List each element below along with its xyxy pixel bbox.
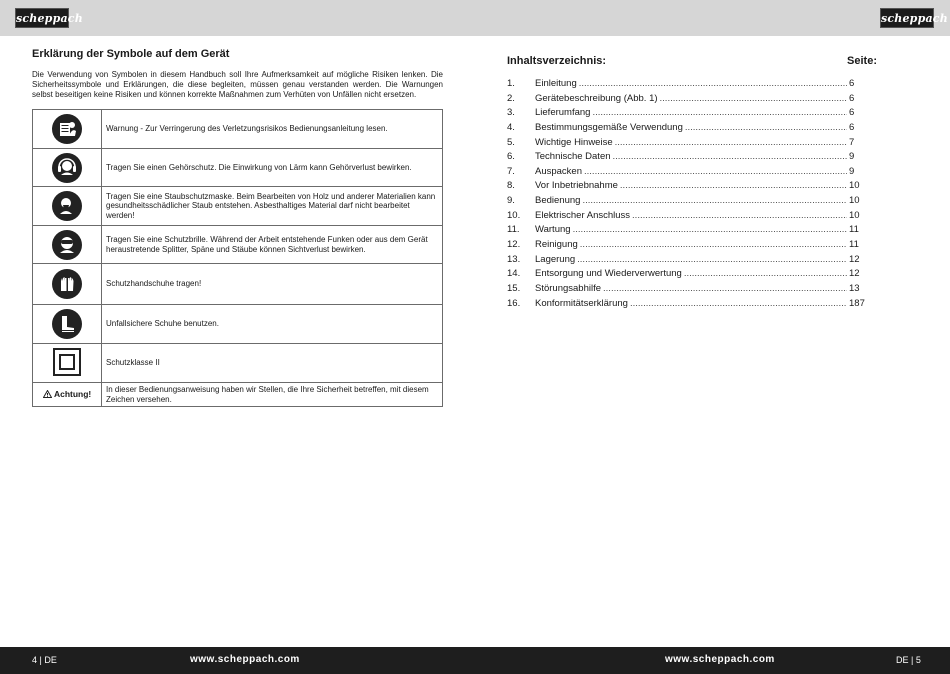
- table-row: [33, 226, 443, 264]
- symbol-description: Tragen Sie einen Gehörschutz. Die Einwirkung von Lärm kann Gehörverlust bewirken.: [102, 149, 443, 187]
- table-of-contents: [507, 55, 877, 309]
- toc-entry[interactable]: [507, 151, 877, 166]
- page-number-right: DE | 5: [896, 655, 921, 665]
- section-title: Erklärung der Symbole auf dem Gerät: [32, 48, 230, 60]
- toc-entry-number: 13.: [507, 253, 521, 265]
- symbol-description: Schutzklasse II: [102, 344, 443, 383]
- toc-leader-dots: [632, 210, 847, 221]
- symbol-description: Tragen Sie eine Staubschutzmaske. Beim Bearbeiten von Holz und anderer Materialien kann gesundheitsschädlicher Staub entstehen. Asbesthaltiges Material darf nicht bearbeitet werden!: [102, 187, 443, 226]
- toc-entry-title: Wichtige Hinweise: [535, 136, 613, 148]
- toc-entry-number: 16.: [507, 297, 521, 309]
- toc-entry-number: 10.: [507, 209, 521, 221]
- toc-leader-dots: [685, 122, 847, 133]
- symbols-table: [32, 109, 443, 407]
- table-row: [33, 149, 443, 187]
- toc-leader-dots: [584, 166, 847, 177]
- toc-entry-title: Lagerung: [535, 253, 576, 265]
- table-row: [33, 305, 443, 344]
- symbols-section: [32, 48, 443, 99]
- toc-entry-number: 7.: [507, 165, 515, 177]
- table-row: [33, 383, 443, 407]
- toc-list: [507, 78, 877, 312]
- toc-leader-dots: [573, 224, 847, 235]
- toc-entry-title: Störungsabhilfe: [535, 282, 602, 294]
- toc-entry-number: 15.: [507, 282, 521, 294]
- toc-entry-page: 10: [849, 209, 860, 221]
- toc-title: Inhaltsverzeichnis:: [507, 55, 607, 67]
- toc-entry[interactable]: [507, 107, 877, 122]
- toc-entry[interactable]: [507, 224, 877, 239]
- gloves-icon: [52, 269, 82, 299]
- toc-entry[interactable]: [507, 268, 877, 283]
- toc-leader-dots: [660, 93, 847, 104]
- toc-entry-page: 9: [849, 165, 855, 177]
- toc-entry-page: 10: [849, 180, 860, 192]
- toc-entry[interactable]: [507, 180, 877, 195]
- toc-entry-title: Gerätebeschreibung (Abb. 1): [535, 92, 658, 104]
- table-row: [33, 264, 443, 305]
- toc-entry-number: 3.: [507, 107, 515, 119]
- dust-mask-icon: [52, 191, 82, 221]
- table-row: [33, 344, 443, 383]
- toc-entry-page: 6: [849, 92, 855, 104]
- safety-goggles-icon: [52, 230, 82, 260]
- toc-entry-number: 12.: [507, 239, 521, 251]
- toc-leader-dots: [630, 298, 847, 309]
- toc-entry[interactable]: [507, 166, 877, 181]
- achtung-label: Achtung!: [53, 389, 92, 400]
- toc-entry-title: Auspacken: [535, 165, 583, 177]
- toc-entry[interactable]: [507, 239, 877, 254]
- toc-entry-title: Elektrischer Anschluss: [535, 209, 631, 221]
- toc-entry-title: Technische Daten: [535, 151, 611, 163]
- toc-header: [507, 55, 877, 69]
- toc-entry[interactable]: [507, 210, 877, 225]
- toc-entry-page: 11: [849, 224, 859, 236]
- toc-entry-page: 7: [849, 136, 855, 148]
- toc-entry[interactable]: [507, 93, 877, 108]
- footer-url[interactable]: www.scheppach.com: [190, 654, 300, 665]
- toc-entry-number: 14.: [507, 268, 521, 280]
- footer-band: [0, 647, 950, 674]
- toc-entry-title: Bedienung: [535, 195, 581, 207]
- toc-entry[interactable]: [507, 298, 877, 313]
- read-manual-icon: [52, 114, 82, 144]
- toc-entry-title: Konformitätserklärung: [535, 297, 628, 309]
- toc-entry-number: 2.: [507, 92, 515, 104]
- toc-entry-title: Entsorgung und Wiederverwertung: [535, 268, 682, 280]
- footer-url[interactable]: www.scheppach.com: [665, 654, 775, 665]
- table-row: [33, 110, 443, 149]
- brand-logo: scheppach: [15, 8, 69, 28]
- toc-leader-dots: [577, 254, 847, 265]
- toc-entry[interactable]: [507, 283, 877, 298]
- warning-triangle-icon: [43, 390, 52, 400]
- toc-entry-title: Bestimmungsgemäße Verwendung: [535, 121, 683, 133]
- ear-protection-icon: [52, 153, 82, 183]
- toc-entry-title: Lieferumfang: [535, 107, 591, 119]
- brand-logo: scheppach: [880, 8, 934, 28]
- toc-entry-title: Reinigung: [535, 239, 578, 251]
- toc-entry-page: 12: [849, 268, 860, 280]
- toc-leader-dots: [603, 283, 847, 294]
- toc-entry-title: Wartung: [535, 224, 571, 236]
- table-row: [33, 187, 443, 226]
- toc-entry-number: 4.: [507, 121, 515, 133]
- safety-boots-icon: [52, 309, 82, 339]
- toc-entry-number: 11.: [507, 224, 520, 236]
- toc-entry[interactable]: [507, 195, 877, 210]
- toc-leader-dots: [579, 78, 847, 89]
- toc-leader-dots: [582, 195, 847, 206]
- toc-entry-page: 9: [849, 151, 855, 163]
- toc-entry-page: 187: [849, 297, 865, 309]
- toc-page-header: Seite:: [847, 55, 877, 67]
- symbol-description: Schutzhandschuhe tragen!: [102, 264, 443, 305]
- symbol-description: Warnung - Zur Verringerung des Verletzungsrisikos Bedienungsanleitung lesen.: [102, 110, 443, 149]
- symbol-description: Tragen Sie eine Schutzbrille. Während der Arbeit entstehende Funken oder aus dem Gerät heraustretende Splitter, Späne und Stäube können Sichtverlust bewirken.: [102, 226, 443, 264]
- toc-leader-dots: [580, 239, 847, 250]
- toc-entry-page: 13: [849, 282, 860, 294]
- toc-leader-dots: [613, 151, 847, 162]
- toc-entry-page: 6: [849, 121, 855, 133]
- toc-entry-page: 6: [849, 107, 855, 119]
- intro-text: Die Verwendung von Symbolen in diesem Handbuch soll Ihre Aufmerksamkeit auf mögliche Risiken lenken. Die Sicherheitssymbole und Erklärungen, die diese begleiten, müssen genau verstanden werden. Die Warnungen selbst beseitigen keine Risiken und können korrekte Maßnahmen zum Verhüten von Unfällen nicht ersetzen.: [32, 70, 443, 99]
- toc-entry-title: Einleitung: [535, 78, 577, 89]
- header-band: [0, 0, 950, 36]
- toc-leader-dots: [615, 137, 847, 148]
- toc-entry-page: 12: [849, 253, 860, 265]
- toc-entry-page: 10: [849, 195, 860, 207]
- toc-entry-page: 11: [849, 239, 859, 251]
- toc-entry-page: 6: [849, 78, 855, 89]
- toc-leader-dots: [684, 268, 847, 279]
- toc-entry[interactable]: [507, 137, 877, 152]
- toc-entry-number: 8.: [507, 180, 515, 192]
- toc-entry-number: 6.: [507, 151, 515, 163]
- toc-entry-number: 1.: [507, 78, 515, 89]
- toc-entry[interactable]: [507, 122, 877, 137]
- toc-entry[interactable]: [507, 78, 877, 93]
- symbol-description: Unfallsichere Schuhe benutzen.: [102, 305, 443, 344]
- toc-entry-number: 5.: [507, 136, 515, 148]
- page-number-left: 4 | DE: [32, 655, 57, 665]
- protection-class-ii-icon: [53, 348, 81, 378]
- toc-entry-number: 9.: [507, 195, 515, 207]
- symbol-description: In dieser Bedienungsanweisung haben wir Stellen, die Ihre Sicherheit betreffen, mit diesem Zeichen versehen.: [102, 383, 443, 407]
- toc-leader-dots: [592, 107, 847, 118]
- toc-entry[interactable]: [507, 254, 877, 269]
- toc-entry-title: Vor Inbetriebnahme: [535, 180, 618, 192]
- toc-leader-dots: [620, 180, 847, 191]
